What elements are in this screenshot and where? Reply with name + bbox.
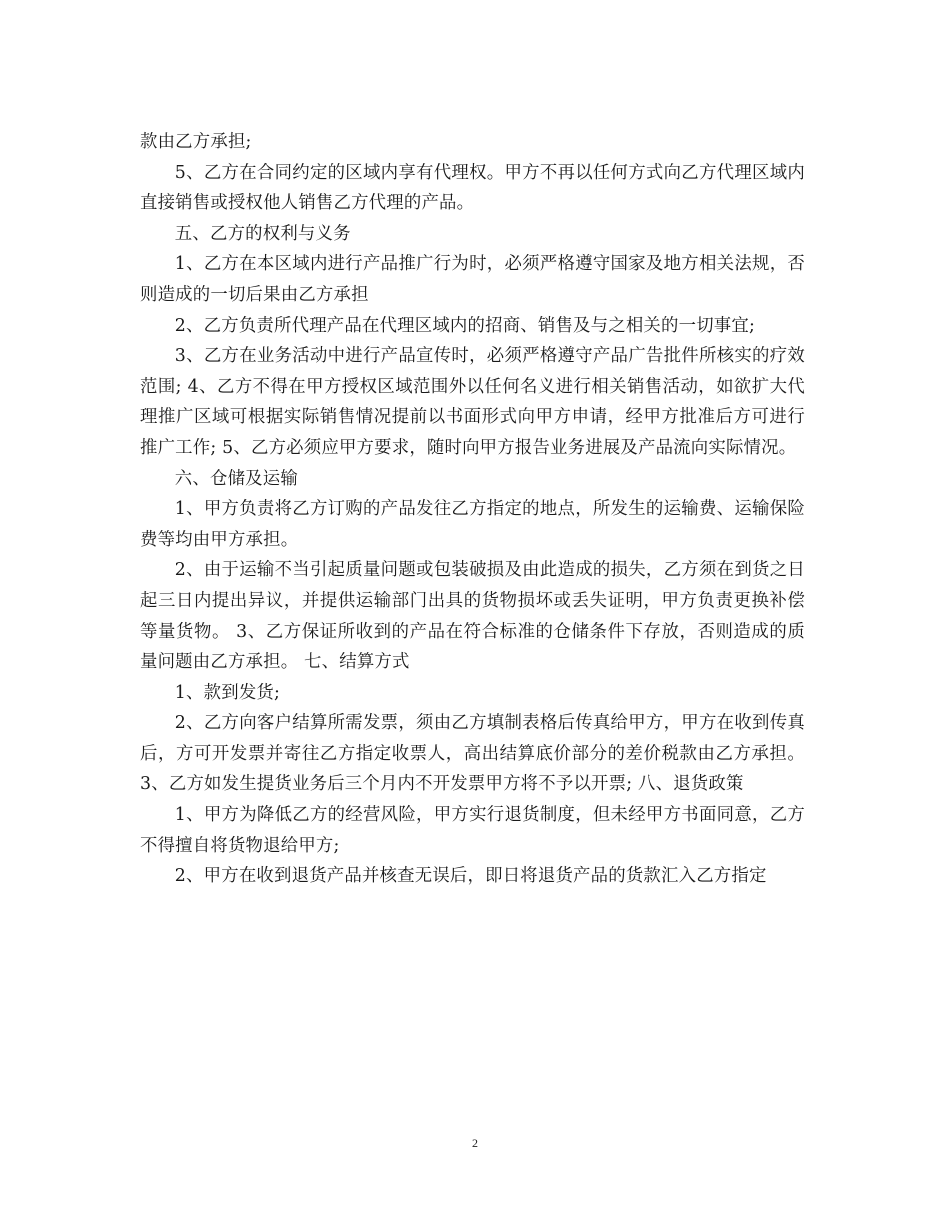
section-heading: 五、乙方的权利与义务 — [174, 223, 351, 244]
paragraph: 款由乙方承担; — [140, 132, 252, 152]
section-heading: 六、仓储及运输 — [174, 468, 298, 489]
document-body — [140, 127, 805, 892]
paragraph: 2、由于运输不当引起质量问题或包装破损及由此造成的损失，乙方须在到货之日起三日内提出异议，并提供运输部门出具的货物损坏或丢失证明，甲方负责更换补偿等量货物。 3、乙方保证所收到的产品在符合标准的仓储条件下存放，否则造成的质量问题由乙方承担。 七、结算方式 — [140, 560, 805, 673]
paragraph: 1、款到发货; — [174, 682, 281, 703]
paragraph: 3、乙方在业务活动中进行产品宣传时，必须严格遵守产品广告批件所核实的疗效范围; 4、乙方不得在甲方授权区域范围外以任何名义进行相关销售活动，如欲扩大代理推广区域可根据实际销售情况提前以书面形式向甲方申请，经甲方批准后方可进行推广工作; 5、乙方必须应甲方要求，随时向甲方报告业务进展及产品流向实际情况。 — [140, 346, 805, 458]
paragraph: 5、乙方在合同约定的区域内享有代理权。甲方不再以任何方式向乙方代理区域内直接销售或授权他人销售乙方代理的产品。 — [140, 162, 805, 214]
paragraph: 2、乙方向客户结算所需发票，须由乙方填制表格后传真给甲方，甲方在收到传真后，方可开发票并寄往乙方指定收票人，高出结算底价部分的差价税款由乙方承担。 3、乙方如发生提货业务后三个月内不开发票甲方将不予以开票; 八、退货政策 — [140, 713, 805, 795]
paragraph: 2、甲方在收到退货产品并核查无误后，即日将退货产品的货款汇入乙方指定 — [174, 866, 767, 887]
paragraph: 1、甲方为降低乙方的经营风险，甲方实行退货制度，但未经甲方书面同意，乙方不得擅自将货物退给甲方; — [140, 805, 805, 856]
paragraph: 1、乙方在本区域内进行产品推广行为时，必须严格遵守国家及地方相关法规，否则造成的一切后果由乙方承担 — [140, 254, 805, 305]
paragraph: 1、甲方负责将乙方订购的产品发往乙方指定的地点，所发生的运输费、运输保险费等均由甲方承担。 — [140, 499, 805, 550]
page-number: 2 — [472, 1136, 478, 1150]
paragraph: 2、乙方负责所代理产品在代理区域内的招商、销售及与之相关的一切事宜; — [174, 315, 756, 336]
